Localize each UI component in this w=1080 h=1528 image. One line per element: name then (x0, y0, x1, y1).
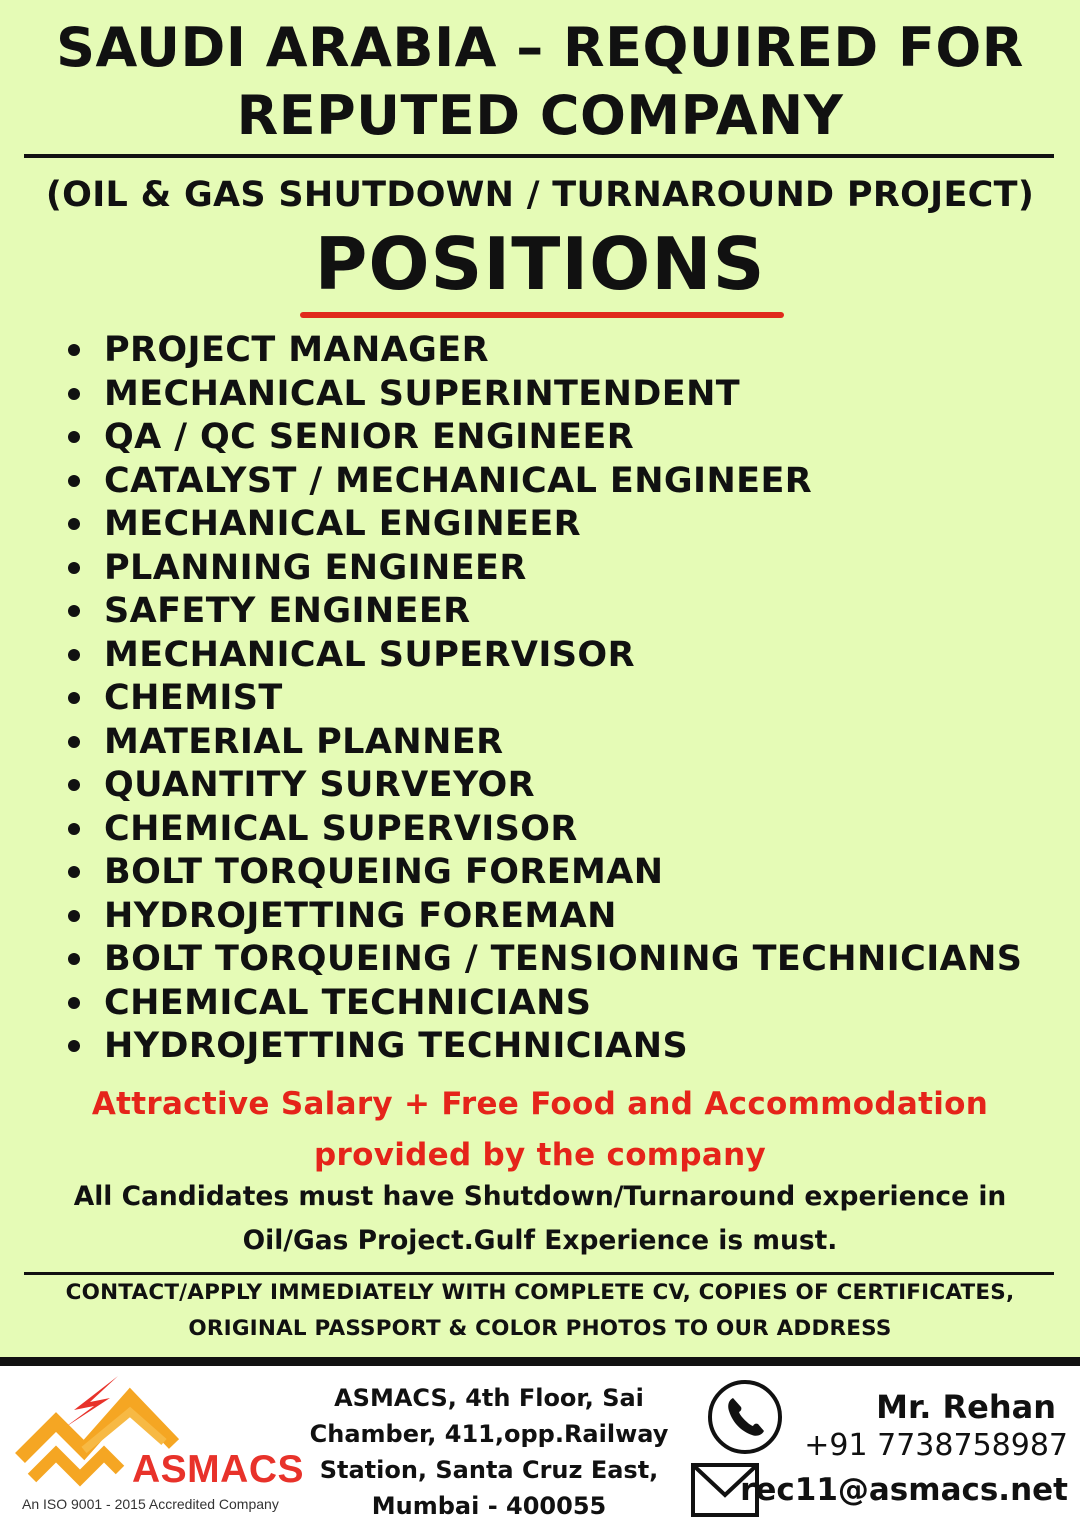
address-line: Station, Santa Cruz East, (319, 1456, 659, 1484)
list-item: CHEMICAL TECHNICIANS (66, 981, 1022, 1025)
bullet-icon (68, 388, 80, 400)
requirement-line-1: All Candidates must have Shutdown/Turnaround experience in (73, 1181, 1007, 1212)
list-item: MECHANICAL SUPERVISOR (66, 633, 1022, 677)
list-item: MATERIAL PLANNER (66, 720, 1022, 764)
list-item: BOLT TORQUEING FOREMAN (66, 850, 1022, 894)
list-item: CATALYST / MECHANICAL ENGINEER (66, 459, 1022, 503)
list-item: PROJECT MANAGER (66, 328, 1022, 372)
bullet-icon (68, 562, 80, 574)
company-logo (14, 1372, 304, 1522)
requirement-line-2: Oil/Gas Project.Gulf Experience is must. (242, 1225, 838, 1256)
bullet-icon (68, 605, 80, 617)
company-address (306, 1380, 672, 1524)
address-line: ASMACS, 4th Floor, Sai (334, 1384, 644, 1412)
bullet-icon (68, 953, 80, 965)
phone-number[interactable]: +91 7738758987 (804, 1428, 1068, 1463)
benefits-line-1: Attractive Salary + Free Food and Accommodation (91, 1086, 989, 1122)
page-title (0, 14, 1080, 150)
list-item: MECHANICAL ENGINEER (66, 502, 1022, 546)
bullet-icon (68, 910, 80, 922)
list-item: HYDROJETTING FOREMAN (66, 894, 1022, 938)
logo-wordmark: ASMACS (132, 1448, 305, 1491)
positions-list (66, 328, 1022, 1068)
bullet-icon (68, 518, 80, 530)
bullet-icon (68, 736, 80, 748)
contact-person: Mr. Rehan (876, 1388, 1056, 1426)
contact-divider (24, 1272, 1054, 1275)
title-line-2: REPUTED COMPANY (236, 84, 844, 147)
title-divider (24, 154, 1054, 158)
bullet-icon (68, 779, 80, 791)
bullet-icon (68, 823, 80, 835)
title-line-1: SAUDI ARABIA – REQUIRED FOR (56, 16, 1024, 79)
bullet-icon (68, 649, 80, 661)
list-item: PLANNING ENGINEER (66, 546, 1022, 590)
bullet-icon (68, 692, 80, 704)
positions-underline (300, 312, 784, 318)
list-item: CHEMIST (66, 676, 1022, 720)
bullet-icon (68, 997, 80, 1009)
bullet-icon (68, 1040, 80, 1052)
project-subtitle: (OIL & GAS SHUTDOWN / TURNAROUND PROJECT) (45, 175, 1035, 215)
logo-tagline: An ISO 9001 - 2015 Accredited Company (22, 1496, 279, 1512)
email-address[interactable]: rec11@asmacs.net (740, 1472, 1068, 1508)
address-line: Mumbai - 400055 (371, 1492, 607, 1520)
bullet-icon (68, 475, 80, 487)
benefits-line-2: provided by the company (314, 1137, 766, 1173)
list-item: QUANTITY SURVEYOR (66, 763, 1022, 807)
footer-top-border (0, 1357, 1080, 1366)
list-item: CHEMICAL SUPERVISOR (66, 807, 1022, 851)
positions-heading: POSITIONS (314, 222, 766, 306)
contact-notice-line-2: ORIGINAL PASSPORT & COLOR PHOTOS TO OUR ADDRESS (188, 1316, 892, 1341)
bullet-icon (68, 431, 80, 443)
list-item: QA / QC SENIOR ENGINEER (66, 415, 1022, 459)
list-item: HYDROJETTING TECHNICIANS (66, 1024, 1022, 1068)
bullet-icon (68, 866, 80, 878)
list-item: SAFETY ENGINEER (66, 589, 1022, 633)
bullet-icon (68, 344, 80, 356)
address-line: Chamber, 411,opp.Railway (309, 1420, 669, 1448)
contact-notice-line-1: CONTACT/APPLY IMMEDIATELY WITH COMPLETE CV, COPIES OF CERTIFICATES, (65, 1280, 1015, 1305)
list-item: MECHANICAL SUPERINTENDENT (66, 372, 1022, 416)
phone-icon (706, 1378, 784, 1456)
list-item: BOLT TORQUEING / TENSIONING TECHNICIANS (66, 937, 1022, 981)
